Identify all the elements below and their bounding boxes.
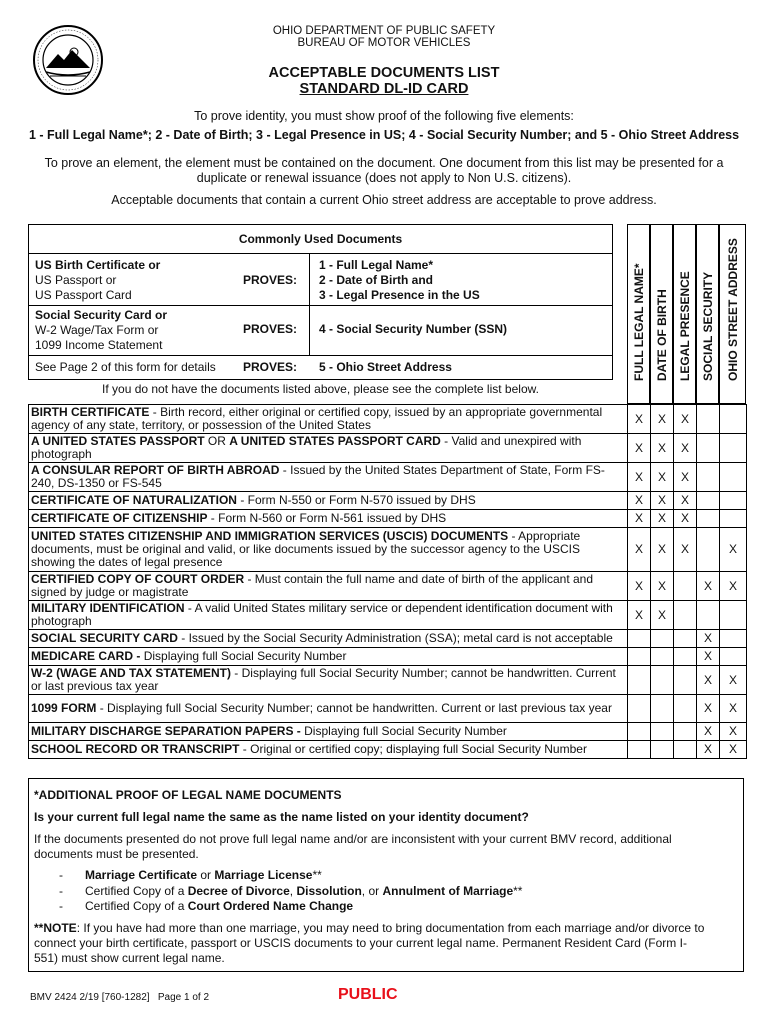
element-mark: X (720, 723, 747, 741)
public-label: PUBLIC (338, 986, 398, 1003)
table-row (29, 723, 747, 741)
list-item: - Certified Copy of a Decree of Divorce, Dissolution, or Annulment of Marriage** (59, 884, 522, 900)
table-row (29, 463, 747, 492)
element-mark (651, 648, 674, 666)
element-mark: X (651, 492, 674, 510)
common-title: Commonly Used Documents (238, 232, 403, 246)
document-description: CERTIFICATE OF NATURALIZATION - Form N-550 or Form N-570 issued by DHS (29, 492, 628, 510)
element-mark: X (674, 510, 697, 528)
common-row-elements: 1 - Full Legal Name* 2 - Date of Birth and 3 - Legal Presence in the US (319, 258, 480, 302)
element-mark (697, 405, 720, 434)
element-mark (674, 666, 697, 695)
element-mark: X (628, 434, 651, 463)
table-row (29, 648, 747, 666)
element-mark: X (674, 434, 697, 463)
document-description: SOCIAL SECURITY CARD - Issued by the Social Security Administration (SSA); metal card is not acceptable (29, 630, 628, 648)
additional-paragraph: If the documents presented do not prove full legal name and/or are inconsistent with your current BMV record, additional documents must be presented. (34, 832, 672, 861)
proves-label: PROVES: (243, 360, 298, 374)
element-mark: X (697, 630, 720, 648)
column-header-full-legal-name: FULL LEGAL NAME* (627, 224, 650, 404)
acceptable-documents-table (28, 404, 747, 759)
element-mark: X (651, 601, 674, 630)
table-row (29, 528, 747, 572)
element-mark (674, 572, 697, 601)
common-row-elements: 5 - Ohio Street Address (319, 360, 452, 374)
element-mark: X (628, 492, 651, 510)
table-row (29, 666, 747, 695)
commonly-used-documents-box (28, 224, 613, 380)
element-mark: X (697, 666, 720, 695)
element-mark (720, 434, 747, 463)
additional-proof-box (28, 778, 744, 972)
table-row (29, 601, 747, 630)
element-mark (720, 601, 747, 630)
element-mark: X (697, 648, 720, 666)
element-mark (720, 648, 747, 666)
additional-title: *ADDITIONAL PROOF OF LEGAL NAME DOCUMENTS (34, 788, 342, 802)
element-mark (674, 695, 697, 723)
column-header-social-security: SOCIAL SECURITY (696, 224, 719, 404)
element-mark: X (674, 405, 697, 434)
document-description: CERTIFIED COPY OF COURT ORDER - Must contain the full name and date of birth of the applicant and signed by judge or magistrate (29, 572, 628, 601)
element-mark (720, 630, 747, 648)
intro-paragraph-2: Acceptable documents that contain a current Ohio street address are acceptable to prove address. (111, 193, 657, 207)
intro-paragraph-1b: duplicate or renewal issuance (does not apply to Non U.S. citizens). (196, 171, 572, 185)
element-mark (628, 630, 651, 648)
document-description: A CONSULAR REPORT OF BIRTH ABROAD - Issued by the United States Department of State, Form FS-240, DS-1350 or FS-545 (29, 463, 628, 492)
element-mark (697, 528, 720, 572)
element-mark (674, 741, 697, 759)
element-mark (674, 630, 697, 648)
table-row (29, 434, 747, 463)
list-item: - Marriage Certificate or Marriage License** (59, 868, 522, 884)
element-mark: X (697, 572, 720, 601)
element-mark (674, 723, 697, 741)
element-mark (674, 601, 697, 630)
element-mark (651, 630, 674, 648)
document-description: CERTIFICATE OF CITIZENSHIP - Form N-560 or Form N-561 issued by DHS (29, 510, 628, 528)
element-mark: X (651, 572, 674, 601)
element-mark: X (628, 528, 651, 572)
table-row (29, 492, 747, 510)
additional-note: **NOTE: If you have had more than one marriage, you may need to bring documentation from each marriage and/or divorce to connect your birth certificate, passport or USCIS documents to your current legal name. Permanent Resident Card (Form I- 551) must show current legal name. (34, 921, 705, 965)
element-mark: X (720, 528, 747, 572)
element-mark (628, 666, 651, 695)
column-header-date-of-birth: DATE OF BIRTH (650, 224, 673, 404)
element-mark (697, 510, 720, 528)
element-mark: X (628, 405, 651, 434)
common-row-docs: Social Security Card or W-2 Wage/Tax Form or 1099 Income Statement (35, 308, 168, 352)
element-mark: X (720, 695, 747, 723)
element-mark: X (697, 695, 720, 723)
element-mark: X (651, 434, 674, 463)
element-mark (628, 723, 651, 741)
element-mark (651, 666, 674, 695)
document-description: A UNITED STATES PASSPORT OR A UNITED STATES PASSPORT CARD - Valid and unexpired with photograph (29, 434, 628, 463)
element-mark (720, 405, 747, 434)
document-description: BIRTH CERTIFICATE - Birth record, either original or certified copy, issued by an appropriate governmental agency of any state, territory, or possession of the United States (29, 405, 628, 434)
column-header-legal-presence: LEGAL PRESENCE (673, 224, 696, 404)
element-mark (651, 741, 674, 759)
element-mark: X (697, 723, 720, 741)
table-row (29, 695, 747, 723)
common-row-elements: 4 - Social Security Number (SSN) (319, 322, 508, 336)
element-mark: X (697, 741, 720, 759)
element-mark: X (674, 492, 697, 510)
document-description: W-2 (WAGE AND TAX STATEMENT) - Displaying full Social Security Number; cannot be handwritten. Current or last previous tax year (29, 666, 628, 695)
element-mark: X (651, 463, 674, 492)
element-mark (628, 695, 651, 723)
element-mark (720, 463, 747, 492)
element-mark (628, 741, 651, 759)
document-description: SCHOOL RECORD OR TRANSCRIPT - Original or certified copy; displaying full Social Security Number (29, 741, 628, 759)
department-name: OHIO DEPARTMENT OF PUBLIC SAFETY (272, 25, 496, 37)
element-mark (697, 492, 720, 510)
element-mark (720, 492, 747, 510)
element-mark: X (628, 510, 651, 528)
table-row (29, 510, 747, 528)
intro-line: To prove identity, you must show proof of the following five elements: (194, 109, 574, 123)
document-description: MILITARY DISCHARGE SEPARATION PAPERS - Displaying full Social Security Number (29, 723, 628, 741)
element-mark: X (674, 463, 697, 492)
element-mark (674, 648, 697, 666)
document-description: 1099 FORM - Displaying full Social Security Number; cannot be handwritten. Current or last previous tax year (29, 695, 628, 723)
element-mark: X (651, 405, 674, 434)
proves-label: PROVES: (243, 273, 298, 287)
form-number: BMV 2424 2/19 [760-1282] Page 1 of 2 (30, 992, 210, 1003)
element-mark (697, 601, 720, 630)
table-row (29, 630, 747, 648)
bureau-name: BUREAU OF MOTOR VEHICLES (297, 37, 471, 49)
document-title: ACCEPTABLE DOCUMENTS LIST (268, 65, 500, 81)
element-mark (720, 510, 747, 528)
five-elements: 1 - Full Legal Name*; 2 - Date of Birth; 3 - Legal Presence in US; 4 - Social Security Number; and 5 - Ohio Street Address (28, 128, 740, 142)
element-mark: X (628, 572, 651, 601)
additional-question: Is your current full legal name the same as the name listed on your identity document? (34, 810, 529, 824)
element-mark (697, 463, 720, 492)
table-row (29, 405, 747, 434)
element-mark: X (651, 510, 674, 528)
table-row (29, 572, 747, 601)
common-note: If you do not have the documents listed above, please see the complete list below. (102, 382, 539, 396)
document-description: MEDICARE CARD - Displaying full Social Security Number (29, 648, 628, 666)
common-row-docs: US Birth Certificate or US Passport or US Passport Card (35, 258, 161, 302)
element-mark (651, 695, 674, 723)
element-mark: X (720, 572, 747, 601)
element-mark: X (651, 528, 674, 572)
intro-paragraph-1: To prove an element, the element must be contained on the document. One document from this list may be presented for a (44, 156, 724, 170)
element-mark (628, 648, 651, 666)
element-mark: X (720, 741, 747, 759)
element-mark (697, 434, 720, 463)
document-description: MILITARY IDENTIFICATION - A valid United States military service or dependent identification document with photograph (29, 601, 628, 630)
element-mark (651, 723, 674, 741)
table-row (29, 741, 747, 759)
name-documents-list (59, 868, 522, 915)
common-row-docs: See Page 2 of this form for details (35, 360, 216, 374)
element-mark: X (674, 528, 697, 572)
element-mark: X (628, 601, 651, 630)
element-mark: X (628, 463, 651, 492)
proves-label: PROVES: (243, 322, 298, 336)
document-description: UNITED STATES CITIZENSHIP AND IMMIGRATION SERVICES (USCIS) DOCUMENTS - Appropriate documents, must be original and valid, or like documents issued by the successor agency to the USCIS showing the dates of legal presence (29, 528, 628, 572)
column-header-ohio-street-address: OHIO STREET ADDRESS (719, 224, 746, 404)
list-item: - Certified Copy of a Court Ordered Name Change (59, 899, 522, 915)
document-subtitle: STANDARD DL-ID CARD (299, 81, 469, 97)
element-mark: X (720, 666, 747, 695)
